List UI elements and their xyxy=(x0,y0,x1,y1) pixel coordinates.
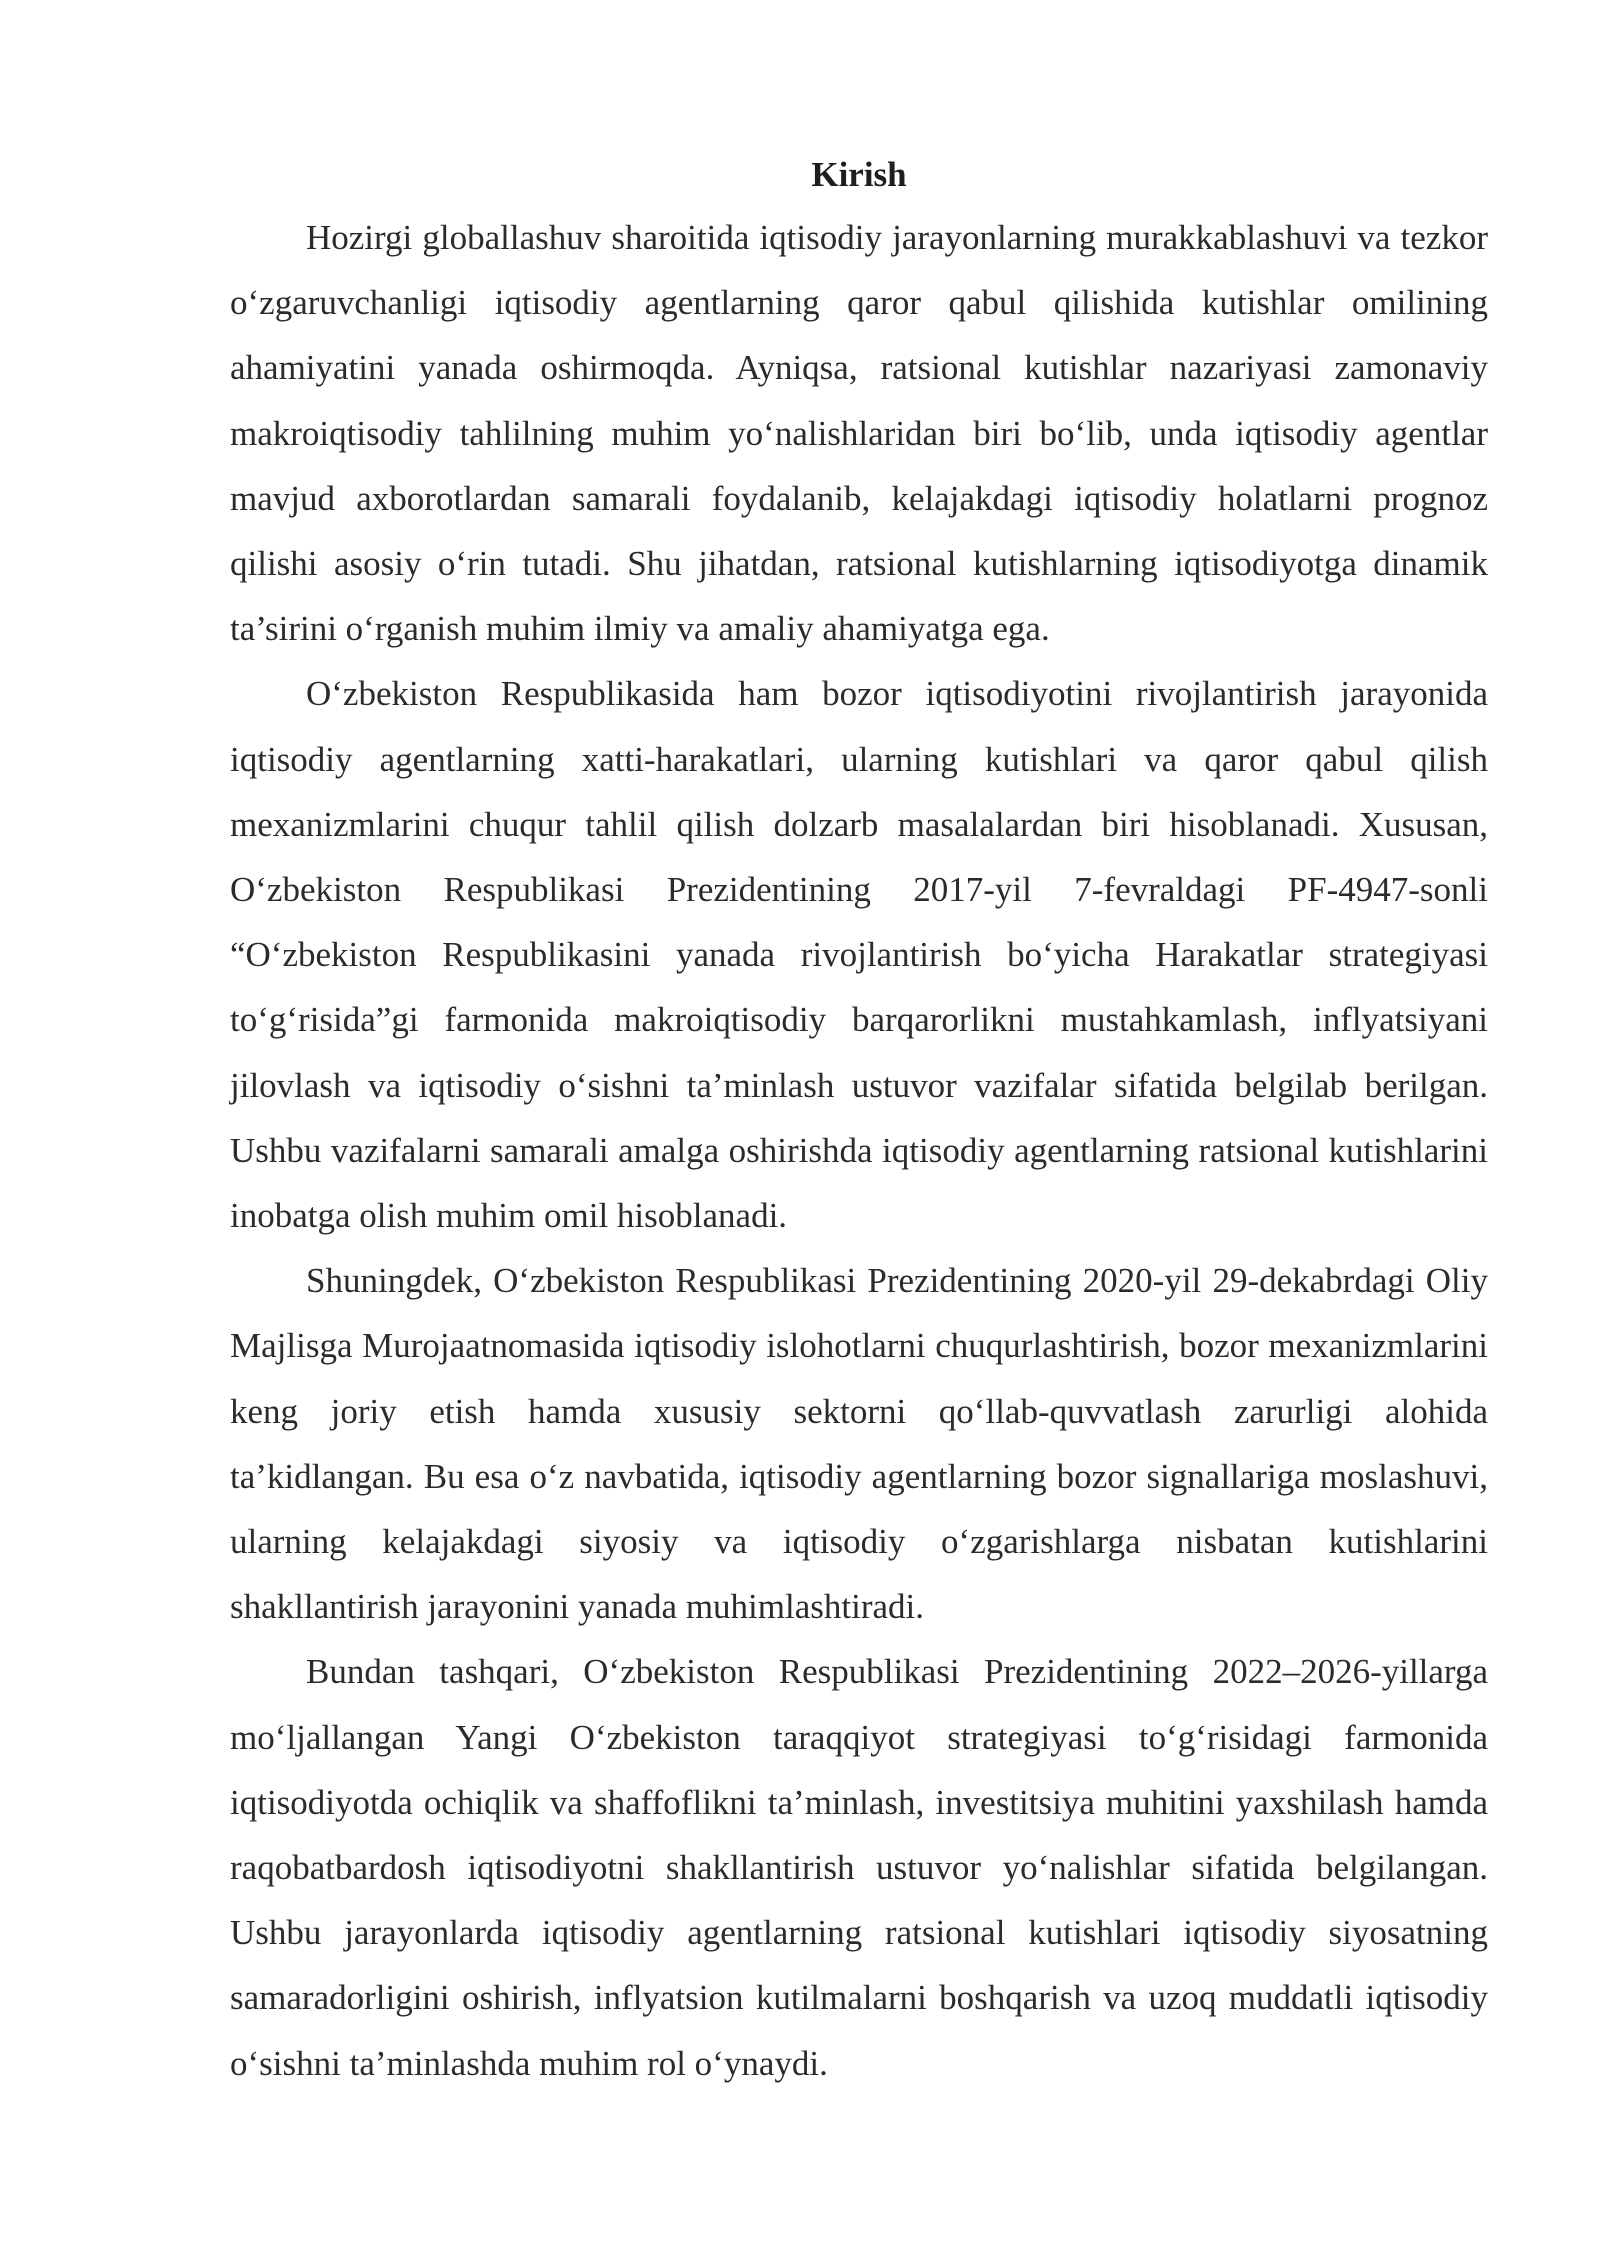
document-body xyxy=(230,145,1488,2096)
paragraph-1: Hozirgi globallashuv sharoitida iqtisodiy jarayonlarning murakkablashuvi va tezkor o‘zgaruvchanligi iqtisodiy agentlarning qaror qabul qilishida kutishlar omilining ahamiyatini yanada oshirmoqda. Ayniqsa, ratsional kutishlar nazariyasi zamonaviy makroiqtisodiy tahlilning muhim yo‘nalishlaridan biri bo‘lib, unda iqtisodiy agentlar mavjud axborotlardan samarali foydalanib, kelajakdagi iqtisodiy holatlarni prognoz qilishi asosiy o‘rin tutadi. Shu jihatdan, ratsional kutishlarning iqtisodiyotga dinamik ta’sirini o‘rganish muhim ilmiy va amaliy ahamiyatga ega. xyxy=(230,218,1488,649)
paragraph-4: Bundan tashqari, O‘zbekiston Respublikasi Prezidentining 2022–2026-yillarga mo‘ljallangan Yangi O‘zbekiston taraqqiyot strategiyasi to‘g‘risidagi farmonida iqtisodiyotda ochiqlik va shaffoflikni ta’minlash, investitsiya muhitini yaxshilash hamda raqobatbardosh iqtisodiyotni shakllantirish ustuvor yo‘nalishlar sifatida belgilangan. Ushbu jarayonlarda iqtisodiy agentlarning ratsional kutishlari iqtisodiy siyosatning samaradorligini oshirish, inflyatsion kutilmalarni boshqarish va uzoq muddatli iqtisodiy o‘sishni ta’minlashda muhim rol o‘ynaydi. xyxy=(230,1652,1488,2083)
paragraph-2: O‘zbekiston Respublikasida ham bozor iqtisodiyotini rivojlantirish jarayonida iqtisodiy agentlarning xatti-harakatlari, ularning kutishlari va qaror qabul qilish mexanizmlarini chuqur tahlil qilish dolzarb masalalardan biri hisoblanadi. Xususan, O‘zbekiston Respublikasi Prezidentining 2017-yil 7-fevraldagi PF-4947-sonli “O‘zbekiston Respublikasini yanada rivojlantirish bo‘yicha Harakatlar strategiyasi to‘g‘risida”gi farmonida makroiqtisodiy barqarorlikni mustahkamlash, inflyatsiyani jilovlash va iqtisodiy o‘sishni ta’minlash ustuvor vazifalar sifatida belgilab berilgan. Ushbu vazifalarni samarali amalga oshirishda iqtisodiy agentlarning ratsional kutishlarini inobatga olish muhim omil hisoblanadi. xyxy=(230,674,1488,1236)
paragraph-3: Shuningdek, O‘zbekiston Respublikasi Prezidentining 2020-yil 29-dekabrdagi Oliy Majlisga Murojaatnomasida iqtisodiy islohotlarni chuqurlashtirish, bozor mexanizmlarini keng joriy etish hamda xususiy sektorni qo‘llab-quvvatlash zarurligi alohida ta’kidlangan. Bu esa o‘z navbatida, iqtisodiy agentlarning bozor signallariga moslashuvi, ularning kelajakdagi siyosiy va iqtisodiy o‘zgarishlarga nisbatan kutishlarini shakllantirish jarayonini yanada muhimlashtiradi. xyxy=(230,1261,1488,1627)
section-title: Kirish xyxy=(811,155,907,194)
